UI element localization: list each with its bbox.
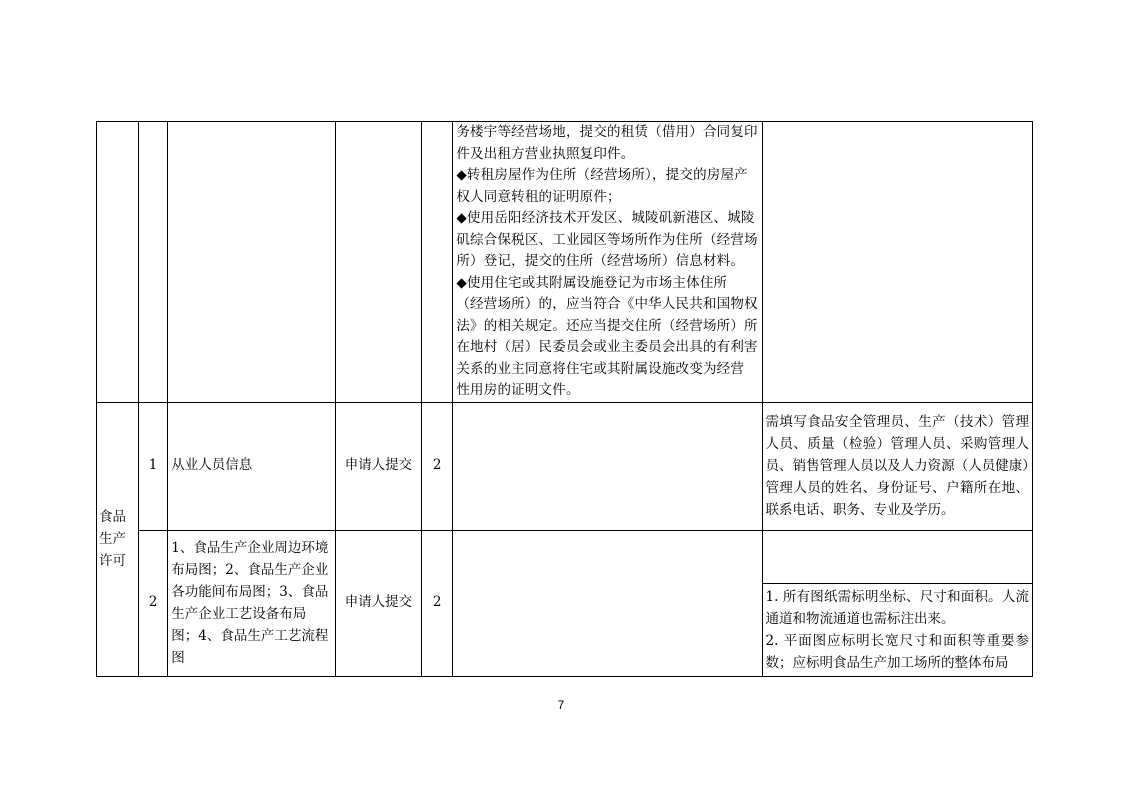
material-source: 申请人提交 (335, 530, 421, 676)
requirement-line: （经营场所）的，应当符合《中华人民共和国物权 (456, 296, 758, 312)
requirement-cell (453, 122, 762, 403)
requirement-line: 法》的相关规定。还应当提交住所（经营场所）所 (456, 317, 758, 334)
table-row (97, 530, 1033, 676)
requirement-line: 所）登记，提交的住所（经营场所）信息材料。 (456, 253, 745, 269)
copy-count: 2 (421, 402, 452, 530)
count-cell-empty (421, 122, 452, 403)
category-cell-empty (97, 122, 139, 403)
requirement-line: ◆使用住宅或其附属设施登记为市场主体住所 (456, 274, 728, 291)
requirement-cell (453, 402, 762, 530)
requirement-line: 务楼宇等经营场地，提交的租赁（借用）合同复印 (456, 124, 758, 140)
note-top-empty (763, 531, 1032, 584)
requirement-line: 性用房的证明文件。 (456, 382, 580, 398)
requirement-line: 矶综合保税区、工业园区等场所作为住所（经营场 (456, 231, 758, 248)
row-number: 1 (138, 402, 167, 530)
copy-count: 2 (421, 530, 452, 676)
source-cell-empty (335, 122, 421, 403)
number-cell-empty (138, 122, 167, 403)
page-number: 7 (557, 698, 565, 712)
note-cell: 需填写食品安全管理员、生产（技术）管理人员、质量（检验）管理人员、采购管理人员、销售管理人员以及人力资源（人员健康）管理人员的姓名、身份证号、户籍所在地、联系电话、职务、专业及学历。 (762, 402, 1032, 530)
name-cell-empty (168, 122, 336, 403)
table-row (97, 402, 1033, 530)
category-cell: 食品生产许可 (97, 402, 139, 676)
materials-table (96, 121, 1033, 677)
requirement-line: ◆使用岳阳经济技术开发区、城陵矶新港区、城陵 (456, 210, 755, 226)
note-cell-empty (762, 122, 1032, 403)
note-text: 1. 所有图纸需标明坐标、尺寸和面积。人流通道和物流通道也需标注出来。 2. 平面图应标明长宽尺寸和面积等重要参数；应标明食品生产加工场所的整体布局 (765, 588, 1029, 671)
requirement-line: 关系的业主同意将住宅或其附属设施改变为经营 (456, 360, 745, 377)
requirement-cell (453, 530, 762, 676)
note-cell (762, 530, 1032, 676)
requirement-line: 权人同意转租的证明原件； (456, 188, 621, 205)
table-row-continued (97, 122, 1033, 403)
requirement-line: 件及出租方营业执照复印件。 (456, 145, 635, 162)
requirement-line: 在地村（居）民委员会或业主委员会出具的有利害 (456, 339, 758, 355)
row-number: 2 (138, 530, 167, 676)
material-name: 从业人员信息 (168, 402, 336, 530)
material-source: 申请人提交 (335, 402, 421, 530)
material-name: 1、食品生产企业周边环境布局图；2、食品生产企业各功能间布局图；3、食品生产企业工艺设备布局图；4、食品生产工艺流程图 (168, 530, 336, 676)
requirement-line: ◆转租房屋作为住所（经营场所），提交的房屋产 (456, 167, 748, 183)
